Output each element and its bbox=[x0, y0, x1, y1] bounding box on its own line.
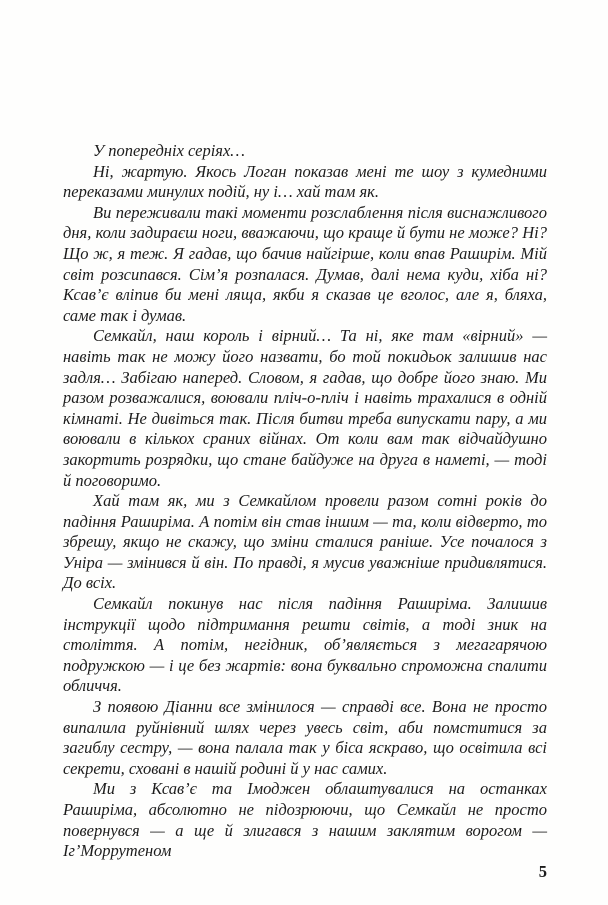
page-number: 5 bbox=[538, 862, 547, 881]
paragraph: Ви переживали такі моменти розслаблення після виснажливого дня, коли задираєш ноги, вважаючи, що краще й бути не може? Ні? Що ж, я теж. Я гадав, що бачив найгірше, коли впав Раширім. Мій світ розсипався. Сім’я розпалася. Думав, далі нема куди, хіба ні? Ксав’є вліпив би мені ляща, якби я сказав це вголос, але я, бляха, саме так і думав. bbox=[63, 202, 547, 325]
paragraph: Ні, жартую. Якось Логан показав мені те шоу з кумедними переказами минулих подій, ну і… хай там як. bbox=[63, 161, 547, 202]
paragraph: Семкайл покинув нас після падіння Раширіма. Залишив інструкції щодо підтримання решти світів, а тоді зник на століття. А потім, негідник, об’являється з мегагарячою подружкою — і це без жартів: вона буквально спроможна спалити обличчя. bbox=[63, 594, 547, 696]
body-text bbox=[63, 141, 547, 862]
paragraph: Хай там як, ми з Семкайлом провели разом сотні років до падіння Раширіма. А потім він став іншим — та, коли відверто, то збрешу, якщо не скажу, що зміни сталися раніше. Усе почалося з Уніра — змінився й він. По правді, я мусив уважніше придивлятися. До всіх. bbox=[63, 491, 547, 593]
paragraph: Ми з Ксав’є та Імоджен облаштувалися на останках Раширіма, абсолютно не підозрюючи, що Семкайл не просто повернувся — а ще й злигався з нашим заклятим ворогом — Іг’Моррутеном bbox=[63, 779, 547, 861]
paragraph: У попередніх серіях… bbox=[93, 141, 245, 160]
paragraph: Семкайл, наш король і вірний… Та ні, яке там «вірний» — навіть так не можу його назвати, бо той покидьок залишив нас задля… Забігаю наперед. Словом, я гадав, що добре його знаю. Ми разом розважалися, воювали пліч-о-пліч і навіть трахалися в одній кімнаті. Не дивіться так. Після битви треба випускати пару, а ми воювали в кількох сраних війнах. От коли вам так відчайдушно закортить розрядки, що стане байдуже на друга в наметі, — тоді й поговоримо. bbox=[63, 326, 547, 490]
paragraph: З появою Діанни все змінилося — справді все. Вона не просто випалила руйнівний шлях через увесь світ, аби помститися за загиблу сестру, — вона палала так у біса яскраво, що освітила всі секрети, сховані в нашій родині й у нас самих. bbox=[63, 697, 547, 778]
